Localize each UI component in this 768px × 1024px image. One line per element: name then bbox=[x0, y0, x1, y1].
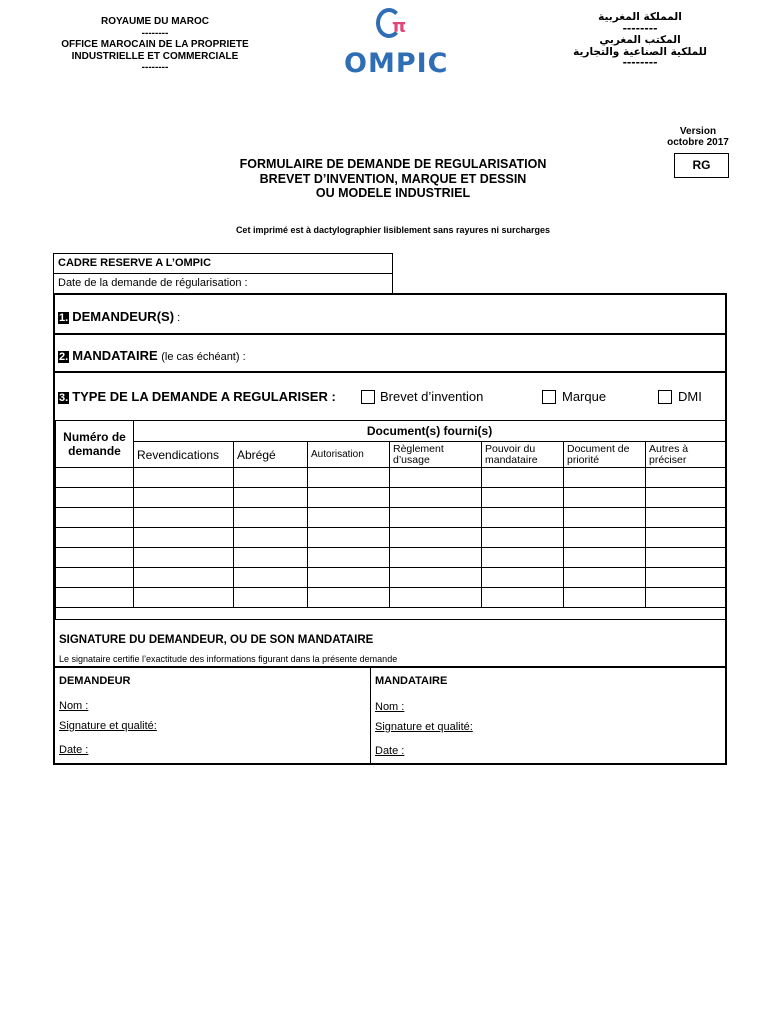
header-left-line: ROYAUME DU MAROC bbox=[101, 16, 209, 27]
table-cell[interactable] bbox=[564, 508, 646, 528]
column-header: Pouvoir du mandataire bbox=[482, 442, 564, 468]
column-header: Autres à préciser bbox=[646, 442, 726, 468]
logo-pi-icon: π bbox=[392, 16, 407, 37]
table-cell[interactable] bbox=[56, 568, 134, 588]
table-spacer-cell bbox=[56, 608, 726, 620]
table-cell[interactable] bbox=[564, 488, 646, 508]
form-title-line: OU MODELE INDUSTRIEL bbox=[315, 186, 471, 200]
table-cell[interactable] bbox=[56, 508, 134, 528]
table-cell[interactable] bbox=[646, 468, 726, 488]
marque-checkbox[interactable] bbox=[542, 390, 556, 404]
section-number: 2. bbox=[59, 351, 69, 363]
table-cell[interactable] bbox=[646, 568, 726, 588]
table-cell[interactable] bbox=[390, 548, 482, 568]
section-type-label bbox=[58, 389, 336, 404]
header-right-block bbox=[560, 12, 720, 70]
table-row bbox=[56, 508, 726, 528]
table-cell[interactable] bbox=[56, 468, 134, 488]
ompic-logo bbox=[340, 6, 460, 79]
mandataire-heading: MANDATAIRE bbox=[375, 675, 448, 687]
marque-checkbox-label: Marque bbox=[562, 389, 607, 404]
reserved-title: CADRE RESERVE A L’OMPIC bbox=[54, 254, 392, 274]
table-spacer-row bbox=[56, 608, 726, 620]
documents-table bbox=[55, 420, 726, 620]
table-cell[interactable] bbox=[482, 588, 564, 608]
signature-title: SIGNATURE DU DEMANDEUR, OU DE SON MANDATAIRE bbox=[59, 634, 374, 646]
documents-group-header: Document(s) fourni(s) bbox=[134, 421, 726, 442]
header-right-line: -------- bbox=[622, 57, 658, 69]
header-right-line: -------- bbox=[622, 22, 658, 35]
table-cell[interactable] bbox=[134, 548, 234, 568]
mandataire-signature-column bbox=[371, 668, 725, 765]
column-header: Abrégé bbox=[234, 442, 308, 468]
table-cell[interactable] bbox=[234, 548, 308, 568]
section-mandataire[interactable] bbox=[55, 335, 725, 373]
version-date: octobre 2017 bbox=[667, 137, 729, 148]
header-left-line: OFFICE MAROCAIN DE LA PROPRIETE bbox=[61, 39, 249, 50]
section-suffix: : bbox=[174, 312, 181, 324]
table-row bbox=[56, 568, 726, 588]
table-cell[interactable] bbox=[564, 528, 646, 548]
table-cell[interactable] bbox=[308, 548, 390, 568]
numero-demande-header: Numéro de demande bbox=[56, 421, 134, 468]
table-cell[interactable] bbox=[234, 508, 308, 528]
header-right-line: المكتب المغربي bbox=[599, 34, 681, 46]
table-cell[interactable] bbox=[308, 568, 390, 588]
demandeur-signature-column bbox=[55, 668, 371, 765]
brevet-checkbox-label: Brevet d’invention bbox=[380, 389, 484, 404]
table-cell[interactable] bbox=[308, 528, 390, 548]
section-mandataire-label bbox=[58, 348, 246, 363]
table-cell[interactable] bbox=[56, 528, 134, 548]
header-right-line: المملكة المغربية bbox=[598, 11, 682, 23]
main-form bbox=[53, 293, 727, 765]
form-title bbox=[180, 157, 606, 201]
table-cell[interactable] bbox=[390, 468, 482, 488]
table-cell[interactable] bbox=[482, 508, 564, 528]
section-number: 1. bbox=[59, 312, 69, 324]
table-cell[interactable] bbox=[390, 488, 482, 508]
table-cell[interactable] bbox=[56, 488, 134, 508]
table-cell[interactable] bbox=[564, 548, 646, 568]
dmi-checkbox-label: DMI bbox=[678, 389, 702, 404]
header-left-line: INDUSTRIELLE ET COMMERCIALE bbox=[71, 50, 239, 62]
table-cell[interactable] bbox=[56, 548, 134, 568]
demandeur-heading: DEMANDEUR bbox=[59, 675, 131, 687]
dmi-checkbox[interactable] bbox=[658, 390, 672, 404]
table-cell[interactable] bbox=[134, 568, 234, 588]
documents-table-body bbox=[56, 468, 726, 620]
mandataire-nom-field[interactable]: Nom : bbox=[375, 701, 405, 713]
table-cell[interactable] bbox=[234, 528, 308, 548]
mandataire-signature-field[interactable]: Signature et qualité: bbox=[375, 721, 473, 733]
section-title: MANDATAIRE bbox=[72, 348, 158, 363]
header-left-block bbox=[40, 16, 270, 74]
table-cell[interactable] bbox=[482, 488, 564, 508]
header-left-line: -------- bbox=[141, 27, 169, 39]
section-note: (le cas échéant) : bbox=[161, 351, 246, 363]
section-suffix: : bbox=[331, 389, 336, 404]
brevet-checkbox[interactable] bbox=[361, 390, 375, 404]
table-cell[interactable] bbox=[234, 468, 308, 488]
table-cell[interactable] bbox=[646, 528, 726, 548]
table-cell[interactable] bbox=[646, 548, 726, 568]
table-row bbox=[56, 468, 726, 488]
table-cell[interactable] bbox=[308, 468, 390, 488]
table-cell[interactable] bbox=[646, 488, 726, 508]
form-code-box: RG bbox=[674, 153, 729, 178]
table-cell[interactable] bbox=[308, 508, 390, 528]
column-header: Document de priorité bbox=[564, 442, 646, 468]
table-cell[interactable] bbox=[482, 528, 564, 548]
table-row bbox=[56, 488, 726, 508]
table-cell[interactable] bbox=[234, 588, 308, 608]
form-title-line: FORMULAIRE DE DEMANDE DE REGULARISATION bbox=[239, 157, 547, 171]
table-cell[interactable] bbox=[56, 588, 134, 608]
signature-subtitle: Le signataire certifie l’exactitude des informations figurant dans la présente demande bbox=[59, 654, 398, 664]
table-cell[interactable] bbox=[482, 548, 564, 568]
table-cell[interactable] bbox=[234, 568, 308, 588]
table-cell[interactable] bbox=[390, 528, 482, 548]
table-row bbox=[56, 548, 726, 568]
header-right-line: للملكية الصناعية والتجارية bbox=[573, 45, 707, 58]
table-cell[interactable] bbox=[390, 588, 482, 608]
table-cell[interactable] bbox=[134, 508, 234, 528]
table-cell[interactable] bbox=[308, 588, 390, 608]
table-row bbox=[56, 528, 726, 548]
section-demandeur[interactable] bbox=[55, 295, 725, 335]
column-header: Revendications bbox=[134, 442, 234, 468]
section-title: TYPE DE LA DEMANDE A REGULARISER bbox=[72, 389, 328, 404]
table-cell[interactable] bbox=[134, 528, 234, 548]
demandeur-nom-field[interactable]: Nom : bbox=[59, 700, 89, 712]
demandeur-signature-field[interactable]: Signature et qualité: bbox=[59, 720, 157, 732]
table-cell[interactable] bbox=[482, 568, 564, 588]
table-cell[interactable] bbox=[134, 588, 234, 608]
table-cell[interactable] bbox=[134, 468, 234, 488]
version-label: Version bbox=[679, 126, 717, 137]
form-notice: Cet imprimé est à dactylographier lisiblement sans rayures ni surcharges bbox=[235, 225, 551, 235]
table-cell[interactable] bbox=[308, 488, 390, 508]
column-header: Autorisation bbox=[308, 442, 390, 468]
table-cell[interactable] bbox=[134, 488, 234, 508]
table-cell[interactable] bbox=[564, 568, 646, 588]
form-title-line: BREVET D’INVENTION, MARQUE ET DESSIN bbox=[259, 171, 527, 186]
table-row bbox=[56, 588, 726, 608]
ompic-reserved-box bbox=[53, 253, 393, 294]
regularisation-date-field[interactable]: Date de la demande de régularisation : bbox=[58, 277, 248, 289]
table-cell[interactable] bbox=[390, 568, 482, 588]
section-number: 3. bbox=[59, 392, 69, 404]
demandeur-date-field[interactable]: Date : bbox=[59, 744, 89, 756]
table-cell[interactable] bbox=[482, 468, 564, 488]
section-demandeur-label bbox=[58, 309, 180, 324]
table-cell[interactable] bbox=[646, 588, 726, 608]
version-block bbox=[660, 126, 736, 148]
header-left-line: -------- bbox=[141, 62, 169, 73]
logo-text: OMPIC bbox=[344, 48, 449, 79]
mandataire-date-field[interactable]: Date : bbox=[375, 745, 405, 757]
table-cell[interactable] bbox=[564, 468, 646, 488]
signature-box bbox=[55, 666, 725, 765]
table-cell[interactable] bbox=[646, 508, 726, 528]
table-cell[interactable] bbox=[390, 508, 482, 528]
section-title: DEMANDEUR(S) bbox=[72, 309, 175, 324]
column-header: Règlement d’usage bbox=[390, 442, 482, 468]
table-cell[interactable] bbox=[234, 488, 308, 508]
table-cell[interactable] bbox=[564, 588, 646, 608]
